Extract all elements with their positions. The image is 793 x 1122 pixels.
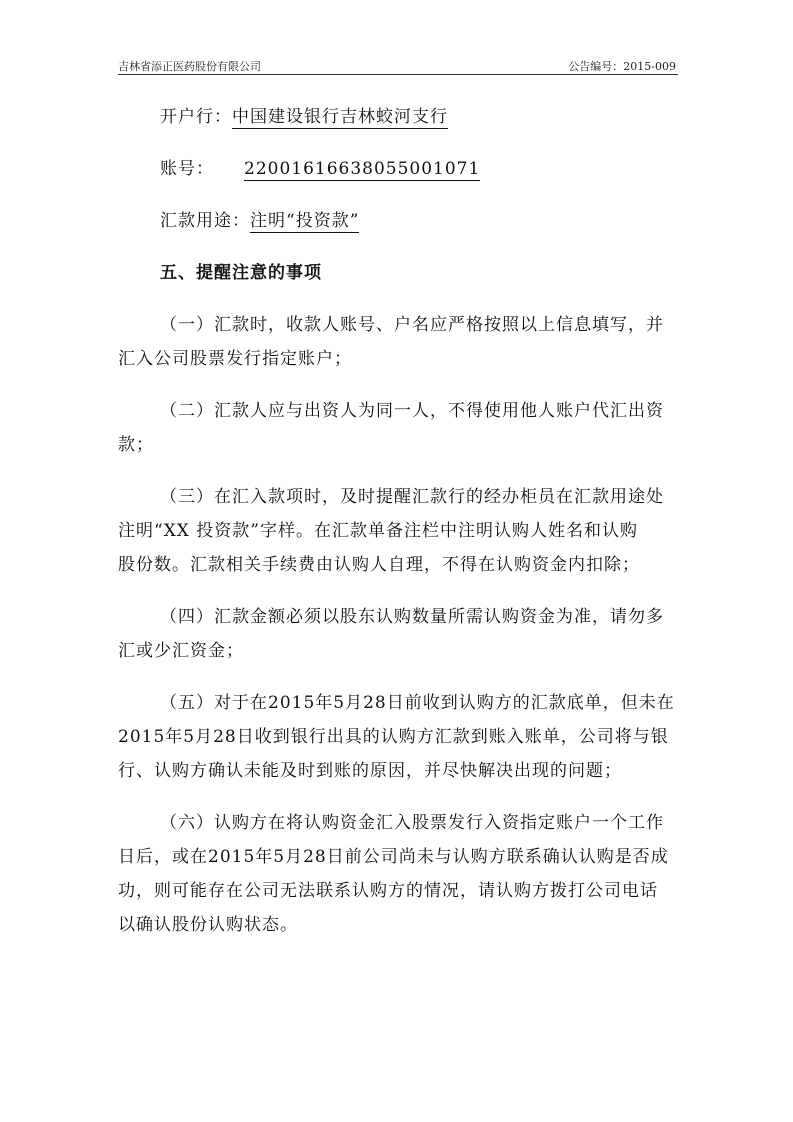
paragraph-line: 股份数。汇款相关手续费由认购人自理，不得在认购资金内扣除； bbox=[118, 555, 640, 575]
item-5 bbox=[118, 686, 678, 788]
company-name: 吉林省添正医药股份有限公司 bbox=[118, 60, 261, 73]
paragraph-line: （二）汇款人应与出资人为同一人，不得使用他人账户代汇出资 bbox=[160, 401, 664, 421]
item-6 bbox=[118, 806, 678, 942]
item-1 bbox=[118, 308, 678, 376]
paragraph-line: （三）在汇入款项时，及时提醒汇款行的经办柜员在汇款用途处 bbox=[160, 487, 664, 507]
paragraph-line: 行、认购方确认未能及时到账的原因，并尽快解决出现的问题； bbox=[118, 761, 622, 781]
bank-label: 开户行： bbox=[160, 107, 232, 127]
item-4 bbox=[118, 600, 678, 668]
purpose-label: 汇款用途： bbox=[160, 211, 250, 231]
bank-line bbox=[118, 100, 678, 134]
paragraph-line: 功，则可能存在公司无法联系认购方的情况，请认购方拨打公司电话 bbox=[118, 881, 658, 901]
paragraph-line: 以确认股份认购状态。 bbox=[118, 915, 298, 935]
purpose-value: 注明“投资款” bbox=[250, 211, 360, 231]
item-2 bbox=[118, 394, 678, 462]
bank-value: 中国建设银行吉林蛟河支行 bbox=[232, 107, 448, 127]
paragraph-line: 2015年5月28日收到银行出具的认购方汇款到账入账单，公司将与银 bbox=[118, 727, 669, 747]
header-divider bbox=[118, 74, 678, 75]
paragraph-line: （五）对于在2015年5月28日前收到认购方的汇款底单，但未在 bbox=[160, 693, 675, 713]
paragraph-line: （一）汇款时，收款人账号、户名应严格按照以上信息填写，并 bbox=[160, 315, 664, 335]
document-body bbox=[118, 100, 678, 942]
paragraph-line: 款； bbox=[118, 435, 154, 455]
paragraph-line: 日后，或在2015年5月28日前公司尚未与认购方联系确认认购是否成 bbox=[118, 847, 669, 867]
paragraph-line: 注明“XX 投资款”字样。在汇款单备注栏中注明认购人姓名和认购 bbox=[118, 521, 638, 541]
paragraph-line: 汇入公司股票发行指定账户； bbox=[118, 349, 352, 369]
announcement-number: 公告编号：2015-009 bbox=[568, 60, 676, 73]
account-value: 22001616638055001071 bbox=[244, 159, 481, 179]
account-label: 账号： bbox=[160, 159, 214, 179]
purpose-line bbox=[118, 204, 678, 238]
section-heading: 五、提醒注意的事项 bbox=[160, 263, 322, 283]
item-3 bbox=[118, 480, 678, 582]
paragraph-line: （六）认购方在将认购资金汇入股票发行入资指定账户一个工作 bbox=[160, 813, 664, 833]
paragraph-line: 汇或少汇资金； bbox=[118, 641, 244, 661]
account-line bbox=[118, 152, 678, 186]
paragraph-line: （四）汇款金额必须以股东认购数量所需认购资金为准，请勿多 bbox=[160, 607, 664, 627]
